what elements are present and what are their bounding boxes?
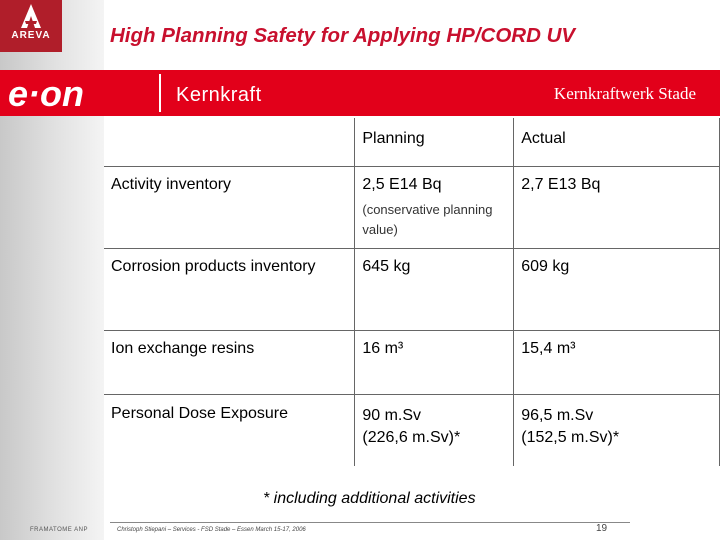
areva-a-icon [21, 4, 41, 28]
table-row [104, 248, 720, 330]
header-cell-planning: Planning [355, 118, 514, 166]
eon-logo: e·on [8, 73, 84, 114]
planning-value: 645 kg [362, 257, 411, 275]
header-cell-actual: Actual [514, 118, 720, 166]
row-label-text: Ion exchange resins [111, 339, 255, 357]
planning-value: 2,5 E14 Bq [362, 175, 442, 193]
row-label [104, 248, 355, 330]
footnote: * including additional activities [263, 490, 476, 507]
planning-note: (conservative planning value) [362, 201, 493, 237]
row-label [104, 330, 355, 394]
brand-divider [159, 74, 161, 112]
actual-value: 2,7 E13 Bq [521, 175, 601, 193]
areva-logo-text: AREVA [11, 30, 51, 41]
planning-value: 16 m³ [362, 339, 404, 357]
planning-cell [355, 248, 514, 330]
planning-value-secondary: (226,6 m.Sv)* [362, 428, 461, 446]
actual-cell [514, 166, 720, 248]
page-number: 19 [596, 523, 608, 534]
areva-logo [0, 0, 62, 52]
planning-cell [355, 394, 514, 466]
footer-divider [110, 522, 630, 523]
eon-brand-bar [0, 70, 720, 116]
row-label-text: Corrosion products inventory [111, 257, 316, 275]
actual-cell [514, 394, 720, 466]
actual-value: 15,4 m³ [521, 339, 576, 357]
planning-cell [355, 166, 514, 248]
row-label [104, 166, 355, 248]
actual-value: 96,5 m.Sv [521, 406, 594, 424]
plant-name: Kernkraftwerk Stade [553, 84, 696, 103]
header-cell-empty [104, 118, 355, 166]
row-label-text: Personal Dose Exposure [111, 404, 288, 422]
actual-value: 609 kg [521, 257, 570, 275]
actual-cell [514, 330, 720, 394]
table-row [104, 330, 720, 394]
table-row [104, 166, 720, 248]
slide-title: High Planning Safety for Applying HP/CORD UV [110, 24, 576, 47]
footer-company: FRAMATOME ANP [30, 527, 88, 533]
table-row [104, 394, 720, 466]
table-header-row [104, 118, 720, 166]
planning-value: 90 m.Sv [362, 406, 422, 424]
footer-presenter: Christoph Stiepani – Services - FSD Stade – Essen March 15-17, 2006 [117, 527, 306, 533]
row-label [104, 394, 355, 466]
actual-cell [514, 248, 720, 330]
planning-cell [355, 330, 514, 394]
actual-value-secondary: (152,5 m.Sv)* [521, 428, 620, 446]
row-label-text: Activity inventory [111, 175, 232, 193]
brand-subtitle: Kernkraft [176, 84, 262, 106]
comparison-table [104, 118, 720, 466]
